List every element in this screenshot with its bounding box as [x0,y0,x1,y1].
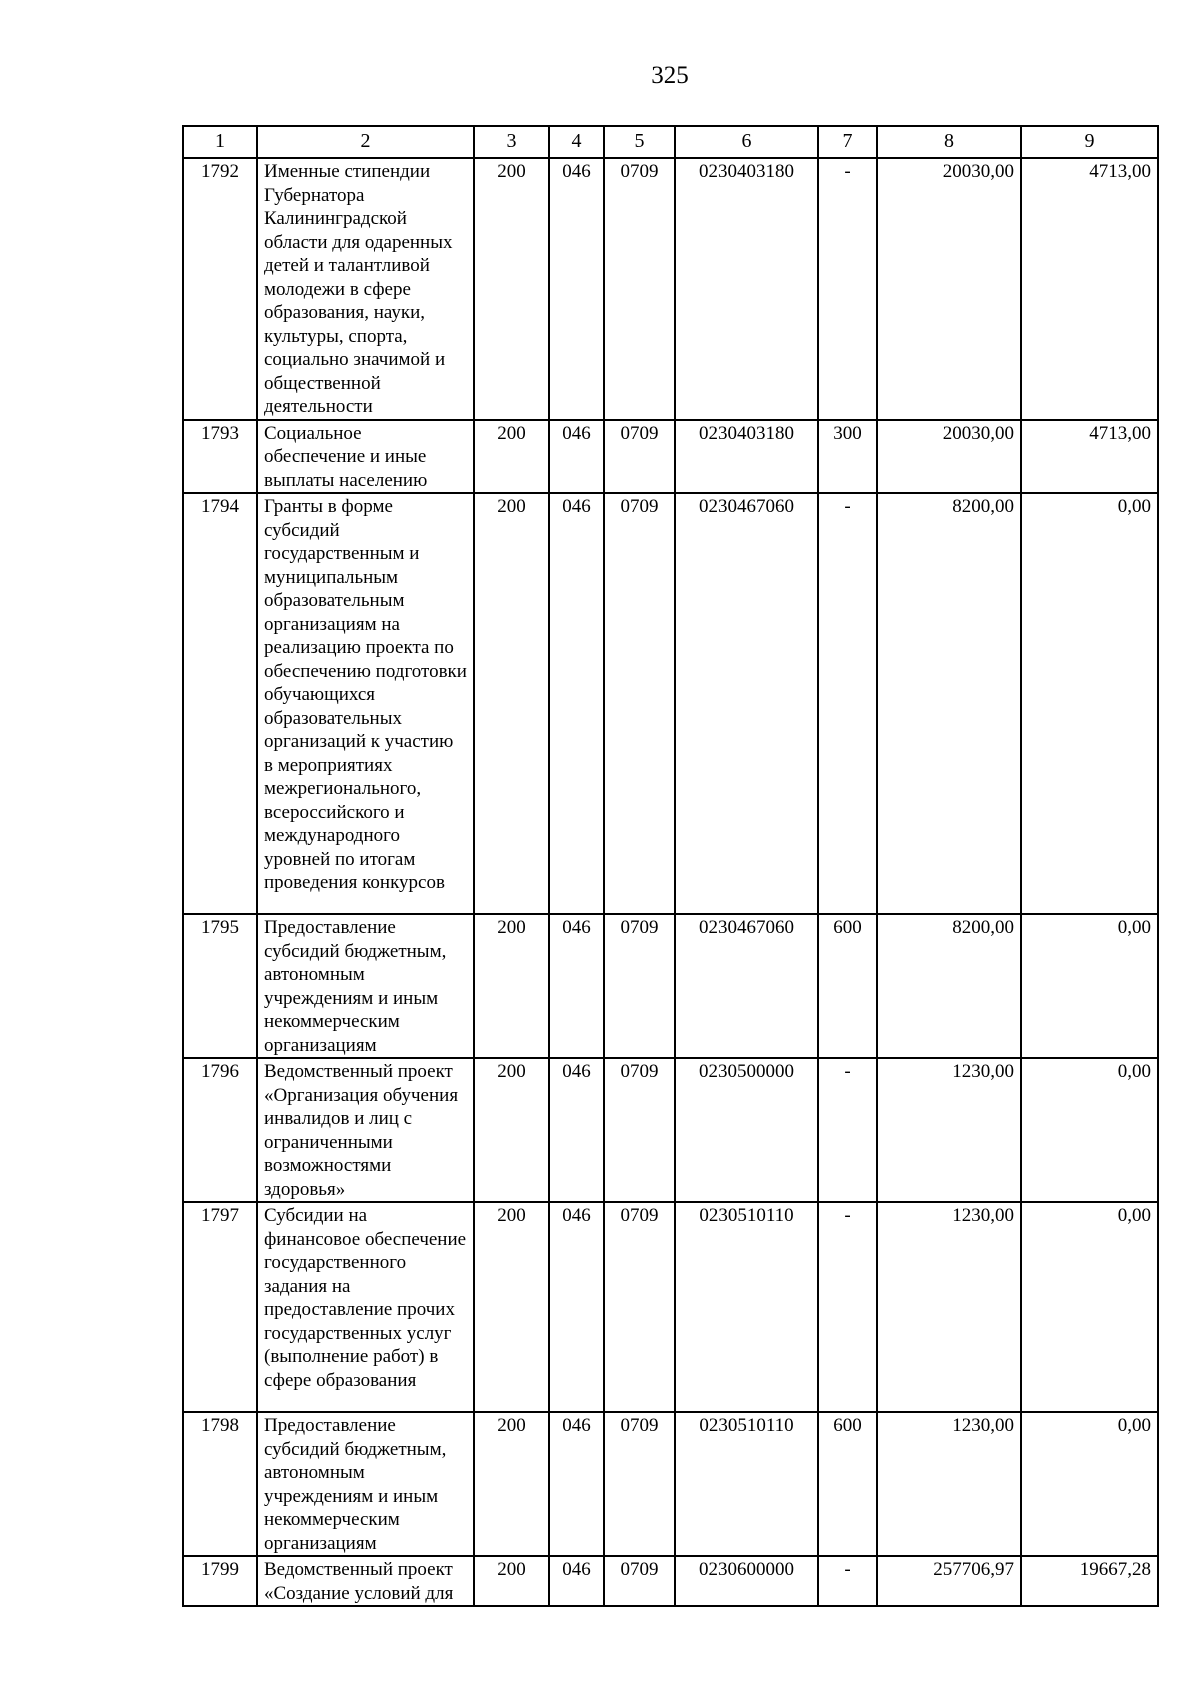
column-header: 8 [877,126,1021,158]
cell-col7: 300 [818,420,877,494]
cell-col4: 046 [549,1412,604,1556]
row-number: 1796 [183,1058,257,1202]
cell-col3: 200 [474,158,549,420]
row-number: 1797 [183,1202,257,1412]
table-row [183,158,1158,420]
cell-col6: 0230467060 [675,914,818,1058]
cell-col5: 0709 [604,1412,675,1556]
column-header: 3 [474,126,549,158]
cell-col9: 0,00 [1021,1412,1158,1556]
cell-col7: 600 [818,1412,877,1556]
cell-col7: 600 [818,914,877,1058]
cell-col9: 19667,28 [1021,1556,1158,1606]
cell-col4: 046 [549,1556,604,1606]
cell-col8: 8200,00 [877,914,1021,1058]
column-header: 6 [675,126,818,158]
cell-col3: 200 [474,1058,549,1202]
cell-col6: 0230403180 [675,158,818,420]
column-header: 4 [549,126,604,158]
cell-col6: 0230600000 [675,1556,818,1606]
cell-col9: 4713,00 [1021,158,1158,420]
cell-col4: 046 [549,1058,604,1202]
row-number: 1794 [183,493,257,914]
cell-col4: 046 [549,158,604,420]
cell-col6: 0230500000 [675,1058,818,1202]
row-description: Социальное обеспечение и иные выплаты населению [257,420,474,494]
cell-col6: 0230467060 [675,493,818,914]
cell-col7: - [818,1202,877,1412]
column-header: 5 [604,126,675,158]
cell-col9: 0,00 [1021,914,1158,1058]
cell-col9: 0,00 [1021,1058,1158,1202]
row-description: Ведомственный проект «Организация обучения инвалидов и лиц с ограниченными возможностями здоровья» [257,1058,474,1202]
row-description: Предоставление субсидий бюджетным, автономным учреждениям и иным некоммерческим организациям [257,1412,474,1556]
cell-col4: 046 [549,493,604,914]
row-description: Субсидии на финансовое обеспечение государственного задания на предоставление прочих государственных услуг (выполнение работ) в сфере образования [257,1202,474,1412]
cell-col5: 0709 [604,914,675,1058]
row-number: 1799 [183,1556,257,1606]
table-row [183,1058,1158,1202]
cell-col5: 0709 [604,1058,675,1202]
row-number: 1793 [183,420,257,494]
cell-col7: - [818,1058,877,1202]
cell-col6: 0230510110 [675,1412,818,1556]
cell-col3: 200 [474,1556,549,1606]
cell-col5: 0709 [604,420,675,494]
column-header: 9 [1021,126,1158,158]
cell-col3: 200 [474,914,549,1058]
budget-table [182,125,1159,1607]
cell-col8: 20030,00 [877,420,1021,494]
cell-col7: - [818,1556,877,1606]
cell-col5: 0709 [604,1202,675,1412]
table-row [183,1202,1158,1412]
cell-col5: 0709 [604,1556,675,1606]
table-row [183,420,1158,494]
column-header: 1 [183,126,257,158]
row-description: Ведомственный проект «Создание условий для [257,1556,474,1606]
column-header: 2 [257,126,474,158]
cell-col8: 1230,00 [877,1202,1021,1412]
cell-col8: 8200,00 [877,493,1021,914]
table-row [183,914,1158,1058]
cell-col5: 0709 [604,493,675,914]
row-description: Предоставление субсидий бюджетным, автономным учреждениям и иным некоммерческим организациям [257,914,474,1058]
cell-col9: 0,00 [1021,493,1158,914]
cell-col4: 046 [549,914,604,1058]
cell-col9: 4713,00 [1021,420,1158,494]
cell-col9: 0,00 [1021,1202,1158,1412]
cell-col8: 20030,00 [877,158,1021,420]
cell-col3: 200 [474,1202,549,1412]
column-header: 7 [818,126,877,158]
table-row [183,493,1158,914]
cell-col3: 200 [474,493,549,914]
cell-col7: - [818,158,877,420]
table-header-row [183,126,1158,158]
cell-col3: 200 [474,420,549,494]
cell-col8: 257706,97 [877,1556,1021,1606]
table-row [183,1556,1158,1606]
cell-col6: 0230403180 [675,420,818,494]
row-description: Именные стипендии Губернатора Калининградской области для одаренных детей и талантливой молодежи в сфере образования, науки, культуры, спорта, социально значимой и общественной деятельности [257,158,474,420]
row-number: 1798 [183,1412,257,1556]
row-number: 1792 [183,158,257,420]
table-row [183,1412,1158,1556]
cell-col8: 1230,00 [877,1058,1021,1202]
row-number: 1795 [183,914,257,1058]
cell-col5: 0709 [604,158,675,420]
cell-col4: 046 [549,1202,604,1412]
cell-col3: 200 [474,1412,549,1556]
page-number: 325 [651,62,689,89]
cell-col7: - [818,493,877,914]
cell-col6: 0230510110 [675,1202,818,1412]
cell-col4: 046 [549,420,604,494]
cell-col8: 1230,00 [877,1412,1021,1556]
row-description: Гранты в форме субсидий государственным и муниципальным образовательным организациям на реализацию проекта по обеспечению подготовки обучающихся образовательных организаций к участию в мероприятиях межрегионального, всероссийского и международного уровней по итогам проведения конкурсов [257,493,474,914]
